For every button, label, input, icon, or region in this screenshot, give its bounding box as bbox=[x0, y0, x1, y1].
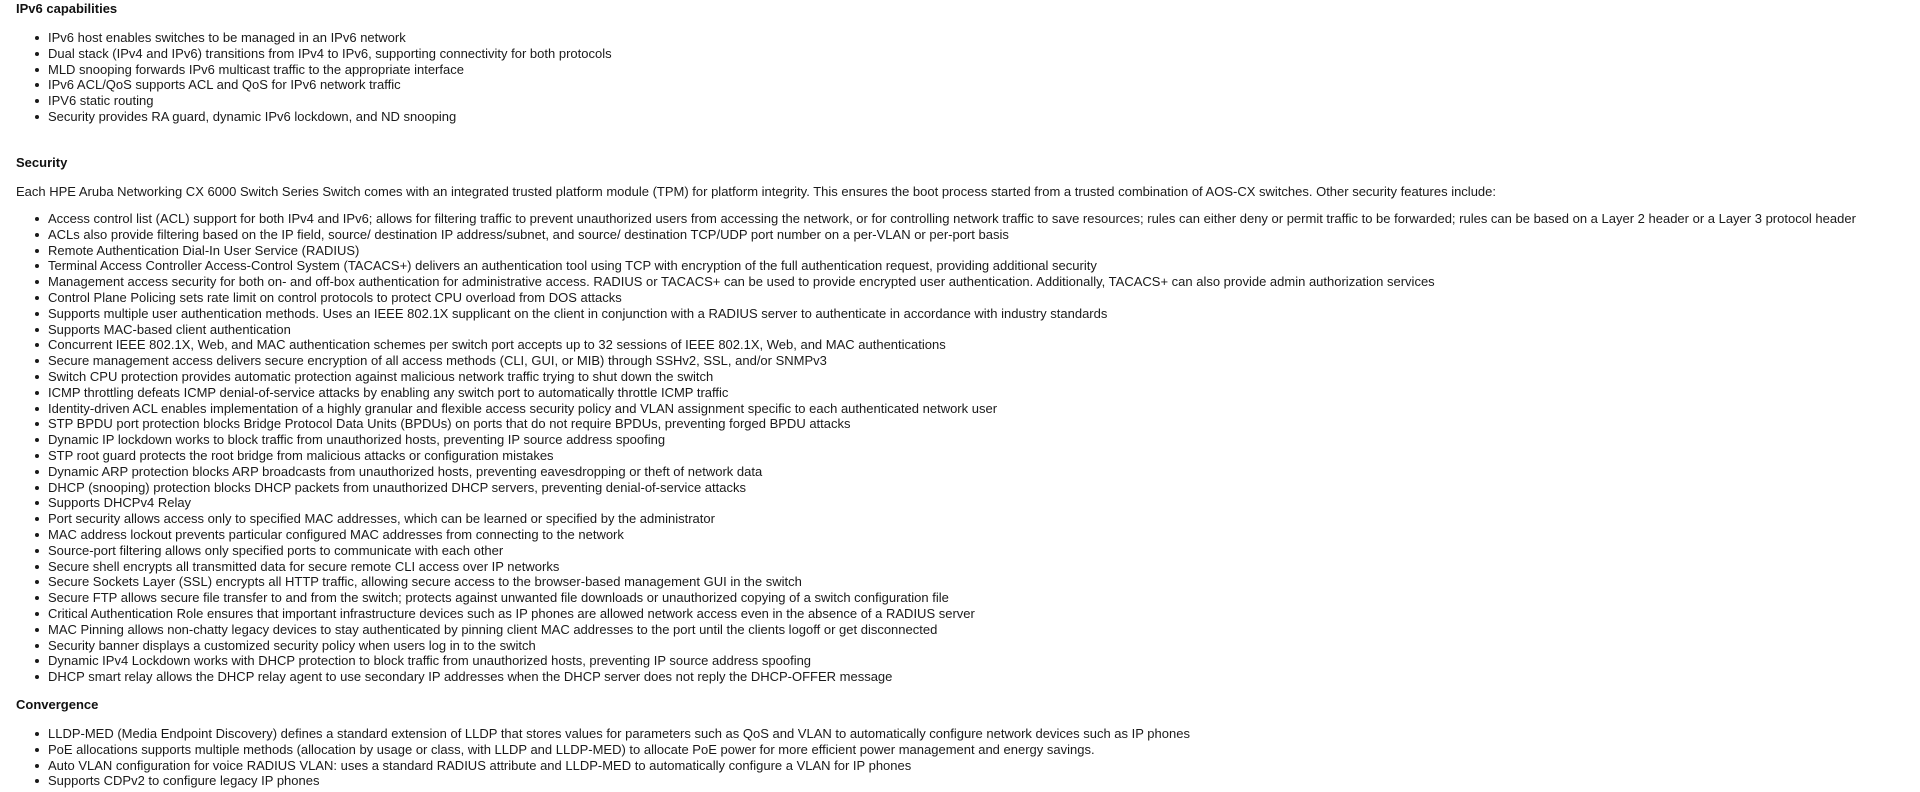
list-item: Auto VLAN configuration for voice RADIUS VLAN: uses a standard RADIUS attribute and LLDP-MED to automatically configure a VLAN for IP phones bbox=[48, 758, 1190, 774]
list-item: Secure Sockets Layer (SSL) encrypts all HTTP traffic, allowing secure access to the browser-based management GUI in the switch bbox=[48, 574, 1856, 590]
list-item: STP BPDU port protection blocks Bridge Protocol Data Units (BPDUs) on ports that do not require BPDUs, preventing forged BPDU attacks bbox=[48, 416, 1856, 432]
list-item: Port security allows access only to specified MAC addresses, which can be learned or specified by the administrator bbox=[48, 511, 1856, 527]
security-intro-paragraph: Each HPE Aruba Networking CX 6000 Switch Series Switch comes with an integrated trusted platform module (TPM) for platform integrity. This ensures the boot process started from a trusted combination of AOS-CX switches. Other security features include: bbox=[16, 184, 1497, 199]
list-item: Supports CDPv2 to configure legacy IP phones bbox=[48, 773, 1190, 789]
list-item: Supports DHCPv4 Relay bbox=[48, 495, 1856, 511]
list-item: MAC address lockout prevents particular configured MAC addresses from connecting to the network bbox=[48, 527, 1856, 543]
list-item: Security provides RA guard, dynamic IPv6 lockdown, and ND snooping bbox=[48, 109, 612, 125]
list-item: Remote Authentication Dial-In User Service (RADIUS) bbox=[48, 243, 1856, 259]
list-item: LLDP-MED (Media Endpoint Discovery) defines a standard extension of LLDP that stores values for parameters such as QoS and VLAN to automatically configure network devices such as IP phones bbox=[48, 726, 1190, 741]
security-feature-list bbox=[16, 211, 1856, 685]
list-item: Supports MAC-based client authentication bbox=[48, 322, 1856, 338]
list-item: Critical Authentication Role ensures that important infrastructure devices such as IP phones are allowed network access even in the absence of a RADIUS server bbox=[48, 606, 1856, 622]
list-item: Dynamic IPv4 Lockdown works with DHCP protection to block traffic from unauthorized hosts, preventing IP source address spoofing bbox=[48, 653, 1856, 669]
list-item: Dynamic IP lockdown works to block traffic from unauthorized hosts, preventing IP source address spoofing bbox=[48, 432, 1856, 448]
list-item: MAC Pinning allows non-chatty legacy devices to stay authenticated by pinning client MAC addresses to the port until the clients logoff or get disconnected bbox=[48, 622, 1856, 638]
list-item: IPv6 host enables switches to be managed in an IPv6 network bbox=[48, 30, 612, 46]
list-item: IPv6 ACL/QoS supports ACL and QoS for IPv6 network traffic bbox=[48, 77, 612, 93]
convergence-feature-list bbox=[16, 726, 1190, 789]
list-item: Switch CPU protection provides automatic protection against malicious network traffic trying to shut down the switch bbox=[48, 369, 1856, 385]
list-item: ACLs also provide filtering based on the IP field, source/ destination IP address/subnet, and source/ destination TCP/UDP port number on a per-VLAN or per-port basis bbox=[48, 227, 1856, 243]
list-item: Source-port filtering allows only specified ports to communicate with each other bbox=[48, 543, 1856, 559]
list-item: Secure shell encrypts all transmitted data for secure remote CLI access over IP networks bbox=[48, 559, 1856, 575]
list-item: Access control list (ACL) support for both IPv4 and IPv6; allows for filtering traffic to prevent unauthorized users from accessing the network, or for controlling network traffic to save resources; rules can either deny or permit traffic to be forwarded; rules can be based on a Layer 2 header or a Layer 3 protocol header bbox=[48, 211, 1856, 226]
list-item: Concurrent IEEE 802.1X, Web, and MAC authentication schemes per switch port accepts up to 32 sessions of IEEE 802.1X, Web, and MAC authentications bbox=[48, 337, 1856, 353]
list-item: Secure FTP allows secure file transfer to and from the switch; protects against unwanted file downloads or unauthorized copying of a switch configuration file bbox=[48, 590, 1856, 606]
list-item: Management access security for both on- and off-box authentication for administrative access. RADIUS or TACACS+ can be used to provide encrypted user authentication. Additionally, TACACS+ can also provide admin authorization services bbox=[48, 274, 1856, 290]
list-item: Control Plane Policing sets rate limit on control protocols to protect CPU overload from DOS attacks bbox=[48, 290, 1856, 306]
section-heading-convergence: Convergence bbox=[16, 697, 99, 712]
section-heading-ipv6: IPv6 capabilities bbox=[16, 1, 118, 16]
list-item: STP root guard protects the root bridge from malicious attacks or configuration mistakes bbox=[48, 448, 1856, 464]
list-item: ICMP throttling defeats ICMP denial-of-service attacks by enabling any switch port to automatically throttle ICMP traffic bbox=[48, 385, 1856, 401]
list-item: Security banner displays a customized security policy when users log in to the switch bbox=[48, 638, 1856, 654]
list-item: Supports multiple user authentication methods. Uses an IEEE 802.1X supplicant on the client in conjunction with a RADIUS server to authenticate in accordance with industry standards bbox=[48, 306, 1856, 322]
list-item: IPV6 static routing bbox=[48, 93, 612, 109]
list-item: DHCP smart relay allows the DHCP relay agent to use secondary IP addresses when the DHCP server does not reply the DHCP-OFFER message bbox=[48, 669, 1856, 685]
section-heading-security: Security bbox=[16, 155, 68, 170]
list-item: Terminal Access Controller Access-Control System (TACACS+) delivers an authentication tool using TCP with encryption of the full authentication request, providing additional security bbox=[48, 258, 1856, 274]
list-item: DHCP (snooping) protection blocks DHCP packets from unauthorized DHCP servers, preventing denial-of-service attacks bbox=[48, 480, 1856, 496]
list-item: Secure management access delivers secure encryption of all access methods (CLI, GUI, or MIB) through SSHv2, SSL, and/or SNMPv3 bbox=[48, 353, 1856, 369]
list-item: Dual stack (IPv4 and IPv6) transitions from IPv4 to IPv6, supporting connectivity for both protocols bbox=[48, 45, 612, 61]
list-item: Identity-driven ACL enables implementation of a highly granular and flexible access security policy and VLAN assignment specific to each authenticated network user bbox=[48, 401, 1856, 417]
list-item: MLD snooping forwards IPv6 multicast traffic to the appropriate interface bbox=[48, 62, 612, 78]
list-item: PoE allocations supports multiple methods (allocation by usage or class, with LLDP and LLDP-MED) to allocate PoE power for more efficient power management and energy savings. bbox=[48, 742, 1190, 758]
ipv6-feature-list bbox=[16, 30, 612, 125]
list-item: Dynamic ARP protection blocks ARP broadcasts from unauthorized hosts, preventing eavesdropping or theft of network data bbox=[48, 464, 1856, 480]
